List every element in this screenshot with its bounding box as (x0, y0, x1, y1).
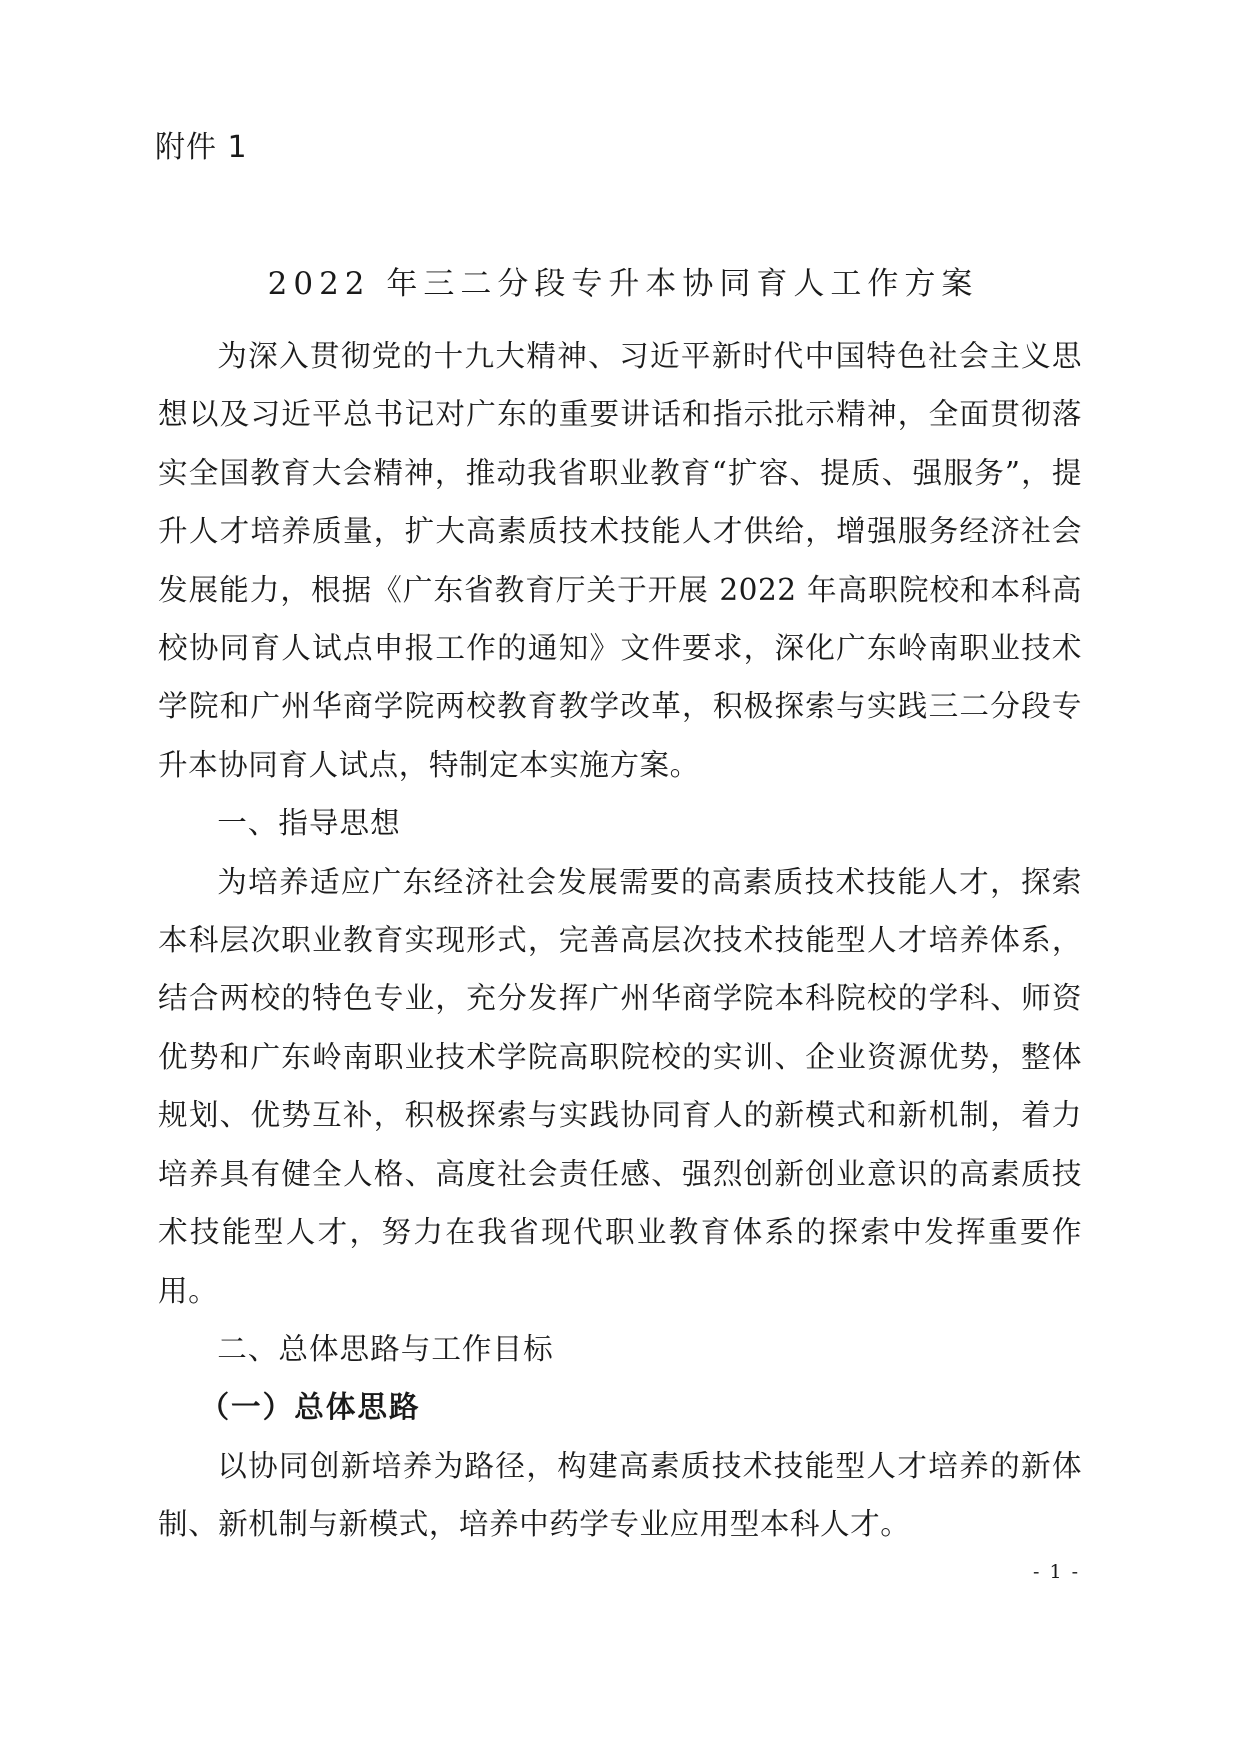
document-body (158, 327, 1082, 1554)
intro-paragraph: 为深入贯彻党的十九大精神、习近平新时代中国特色社会主义思想以及习近平总书记对广东的重要讲话和指示批示精神，全面贯彻落实全国教育大会精神，推动我省职业教育“扩容、提质、强服务”，提升人才培养质量，扩大高素质技术技能人才供给，增强服务经济社会发展能力，根据《广东省教育厅关于开展 2022 年高职院校和本科高校协同育人试点申报工作的通知》文件要求，深化广东岭南职业技术学院和广州华商学院两校教育教学改革，积极探索与实践三二分段专升本协同育人试点，特制定本实施方案。 (158, 339, 1082, 782)
guiding-ideology-paragraph: 为培养适应广东经济社会发展需要的高素质技术技能人才，探索本科层次职业教育实现形式，完善高层次技术技能型人才培养体系，结合两校的特色专业，充分发挥广州华商学院本科院校的学科、师资优势和广东岭南职业技术学院高职院校的实训、企业资源优势，整体规划、优势互补，积极探索与实践协同育人的新模式和新机制，着力培养具有健全人格、高度社会责任感、强烈创新创业意识的高素质技术技能型人才，努力在我省现代职业教育体系的探索中发挥重要作用。 (158, 864, 1082, 1308)
section-heading-guiding-ideology: 一、指导思想 (217, 806, 401, 841)
section-heading-overall-approach-and-goals: 二、总体思路与工作目标 (217, 1331, 554, 1366)
overall-approach-paragraph: 以协同创新培养为路径，构建高素质技术技能型人才培养的新体制、新机制与新模式，培养中药学专业应用型本科人才。 (158, 1448, 1082, 1542)
page-number: - 1 - (1032, 1561, 1080, 1583)
document-title: 2022 年三二分段专升本协同育人工作方案 (267, 266, 979, 302)
subsection-heading-overall-approach: （一）总体思路 (199, 1389, 421, 1425)
attachment-label: 附件 1 (155, 130, 248, 165)
